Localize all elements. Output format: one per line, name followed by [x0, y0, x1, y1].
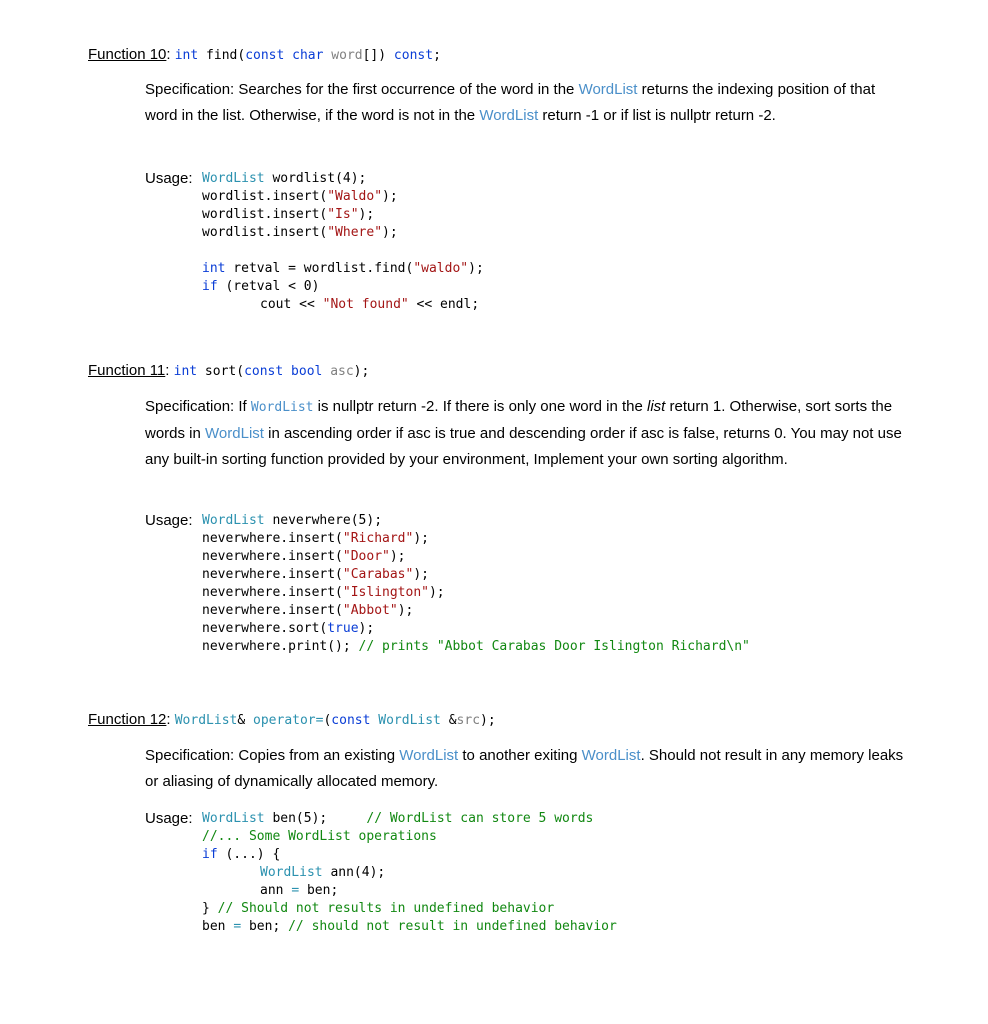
spec-text: in ascending order if asc is true and descending order if asc is false, returns 0. You may not use any built-in sorting function provided by your environment, Implement your own sorting algorithm.	[145, 425, 902, 468]
spec-text: . Should not result in any memory leaks or aliasing of dynamically allocated memory.	[145, 747, 904, 790]
sig-name: find(	[198, 48, 246, 63]
code-text: retval = wordlist.find(	[225, 261, 414, 276]
function-12-heading	[88, 709, 496, 732]
spec-text: Specification: If	[145, 398, 251, 415]
code-string: "waldo"	[413, 261, 469, 276]
code-line	[202, 602, 750, 620]
code-text: neverwhere.insert(	[202, 531, 343, 546]
code-string: "Waldo"	[327, 189, 383, 204]
code-text: neverwhere.insert(	[202, 549, 343, 564]
code-text: );	[382, 189, 398, 204]
code-line	[202, 900, 617, 918]
sig-const: const	[245, 48, 285, 63]
function-10-usage-label: Usage:	[145, 170, 193, 187]
code-text: );	[428, 585, 445, 600]
sig-close: );	[353, 364, 370, 379]
function-11-specification	[145, 394, 905, 473]
code-comment: // should not result in undefined behavior	[288, 919, 617, 934]
code-text: neverwhere.insert(	[202, 567, 343, 582]
code-operator: =	[291, 883, 300, 898]
spec-text: returns the indexing position of that word in the list. Otherwise, if the word is not in the	[145, 81, 876, 124]
code-string: "Door"	[342, 549, 390, 564]
sig-const: const	[244, 364, 284, 379]
code-type: WordList	[260, 865, 323, 880]
sig-return-type: int	[173, 364, 198, 379]
code-comment: //... Some WordList operations	[202, 829, 437, 844]
code-blank-line	[202, 242, 484, 260]
code-text: neverwhere.print();	[202, 639, 359, 654]
sig-close: );	[480, 713, 496, 728]
sig-const: const	[393, 48, 434, 63]
spec-text: return -1 or if list is nullptr return -2.	[538, 107, 776, 124]
code-comment: // Should not results in undefined behavior	[217, 901, 555, 916]
code-line	[202, 530, 750, 548]
spec-text: Specification: Searches for the first occurrence of the word in the	[145, 81, 579, 98]
code-text: ann	[260, 883, 292, 898]
code-line	[202, 512, 750, 530]
sig-return-type: int	[174, 48, 199, 63]
function-11-label: Function 11	[88, 362, 166, 379]
code-comment: // prints "Abbot Carabas Door Islington Richard\n"	[358, 639, 750, 654]
code-string: "Carabas"	[342, 567, 414, 582]
code-text: );	[382, 225, 398, 240]
function-11-heading	[88, 360, 369, 383]
function-12-specification	[145, 743, 905, 795]
spec-text: to another exiting	[458, 747, 582, 764]
code-line	[202, 828, 617, 846]
code-text: );	[358, 207, 375, 222]
code-text: neverwhere.insert(	[202, 603, 343, 618]
code-string: "Is"	[327, 207, 359, 222]
code-string: "Richard"	[342, 531, 414, 546]
code-operator: =	[233, 919, 242, 934]
code-string: "Islington"	[342, 585, 429, 600]
function-10-signature	[175, 48, 441, 63]
spec-text: is nullptr return -2. If there is only one word in the	[313, 398, 648, 415]
code-text: );	[358, 621, 375, 636]
code-text: );	[468, 261, 484, 276]
code-text: ben	[202, 919, 234, 934]
sig-param: asc	[330, 364, 354, 379]
code-line	[202, 864, 617, 882]
sig-param: word	[331, 48, 363, 63]
code-text: wordlist(4);	[264, 171, 367, 186]
function-11-signature	[174, 364, 370, 379]
sig-return-type: WordList	[174, 713, 238, 728]
function-11-code	[202, 512, 750, 656]
code-line	[202, 846, 617, 864]
spec-emphasis: list	[647, 398, 666, 415]
sig-open: (	[323, 713, 332, 728]
sig-param-type: WordList	[378, 713, 441, 728]
sig-name: operator=	[253, 713, 324, 728]
sig-space	[283, 364, 291, 379]
function-10-label: Function 10	[88, 46, 167, 63]
code-keyword: int	[202, 261, 226, 276]
code-text: );	[389, 549, 406, 564]
code-text: );	[413, 567, 429, 582]
code-text: (...) {	[217, 847, 281, 862]
function-12-label: Function 12	[88, 711, 167, 728]
code-text: }	[202, 901, 218, 916]
code-line	[202, 638, 750, 656]
code-comment: // WordList can store 5 words	[366, 811, 594, 826]
wordlist-ref: WordList	[205, 425, 264, 442]
code-keyword: if	[202, 279, 218, 294]
code-text: neverwhere.insert(	[202, 585, 343, 600]
code-text: neverwhere.sort(	[202, 621, 328, 636]
function-10-code	[202, 170, 484, 314]
code-type: WordList	[202, 513, 265, 528]
sig-char: char	[292, 48, 324, 63]
code-text: (retval < 0)	[217, 279, 320, 294]
code-text: wordlist.insert(	[202, 207, 328, 222]
code-text: cout <<	[260, 297, 323, 312]
sig-space	[284, 48, 292, 63]
code-line	[202, 170, 484, 188]
wordlist-ref: WordList	[250, 400, 314, 415]
function-12-code	[202, 810, 617, 936]
function-10-heading	[88, 44, 441, 67]
code-line	[202, 260, 484, 278]
code-line	[202, 224, 484, 242]
code-text: );	[413, 531, 429, 546]
wordlist-ref: WordList	[479, 107, 539, 124]
code-text: ben;	[241, 919, 289, 934]
code-line	[202, 296, 484, 314]
sig-bool: bool	[291, 364, 323, 379]
code-type: WordList	[202, 811, 265, 826]
sig-ampersand: &	[237, 713, 254, 728]
code-text: ben(5);	[264, 811, 367, 826]
code-line	[202, 584, 750, 602]
code-string: "Abbot"	[342, 603, 398, 618]
code-line	[202, 206, 484, 224]
spec-text: Specification: Copies from an existing	[145, 747, 400, 764]
code-text: << endl;	[408, 297, 480, 312]
code-line	[202, 918, 617, 936]
code-line	[202, 278, 484, 296]
wordlist-ref: WordList	[581, 747, 641, 764]
heading-colon: :	[165, 362, 170, 379]
code-string: "Not found"	[322, 297, 409, 312]
code-keyword: if	[202, 847, 218, 862]
sig-const: const	[331, 713, 371, 728]
function-12-signature	[175, 713, 496, 728]
code-line	[202, 882, 617, 900]
sig-space	[441, 713, 449, 728]
code-text: wordlist.insert(	[202, 225, 328, 240]
wordlist-ref: WordList	[578, 81, 638, 98]
function-10-specification	[145, 77, 905, 129]
code-line	[202, 810, 617, 828]
function-11-usage-label: Usage:	[145, 512, 193, 529]
code-text: neverwhere(5);	[264, 513, 383, 528]
code-line	[202, 188, 484, 206]
heading-colon: :	[166, 46, 171, 63]
heading-colon: :	[166, 711, 171, 728]
sig-space	[322, 364, 330, 379]
code-type: WordList	[202, 171, 265, 186]
code-text: ann(4);	[322, 865, 386, 880]
sig-semicolon: ;	[433, 48, 441, 63]
function-12-usage-label: Usage:	[145, 810, 193, 827]
code-text: );	[397, 603, 414, 618]
code-string: "Where"	[327, 225, 383, 240]
sig-ampersand: &	[448, 713, 457, 728]
code-text: wordlist.insert(	[202, 189, 328, 204]
sig-close: [])	[362, 48, 394, 63]
code-line	[202, 620, 750, 638]
code-keyword: true	[327, 621, 359, 636]
sig-name: sort(	[197, 364, 245, 379]
code-line	[202, 566, 750, 584]
wordlist-ref: WordList	[399, 747, 459, 764]
code-text: ben;	[299, 883, 339, 898]
code-line	[202, 548, 750, 566]
spec-text: return 1. Otherwise, sort sorts the words in	[145, 398, 893, 442]
sig-param: src	[456, 713, 481, 728]
